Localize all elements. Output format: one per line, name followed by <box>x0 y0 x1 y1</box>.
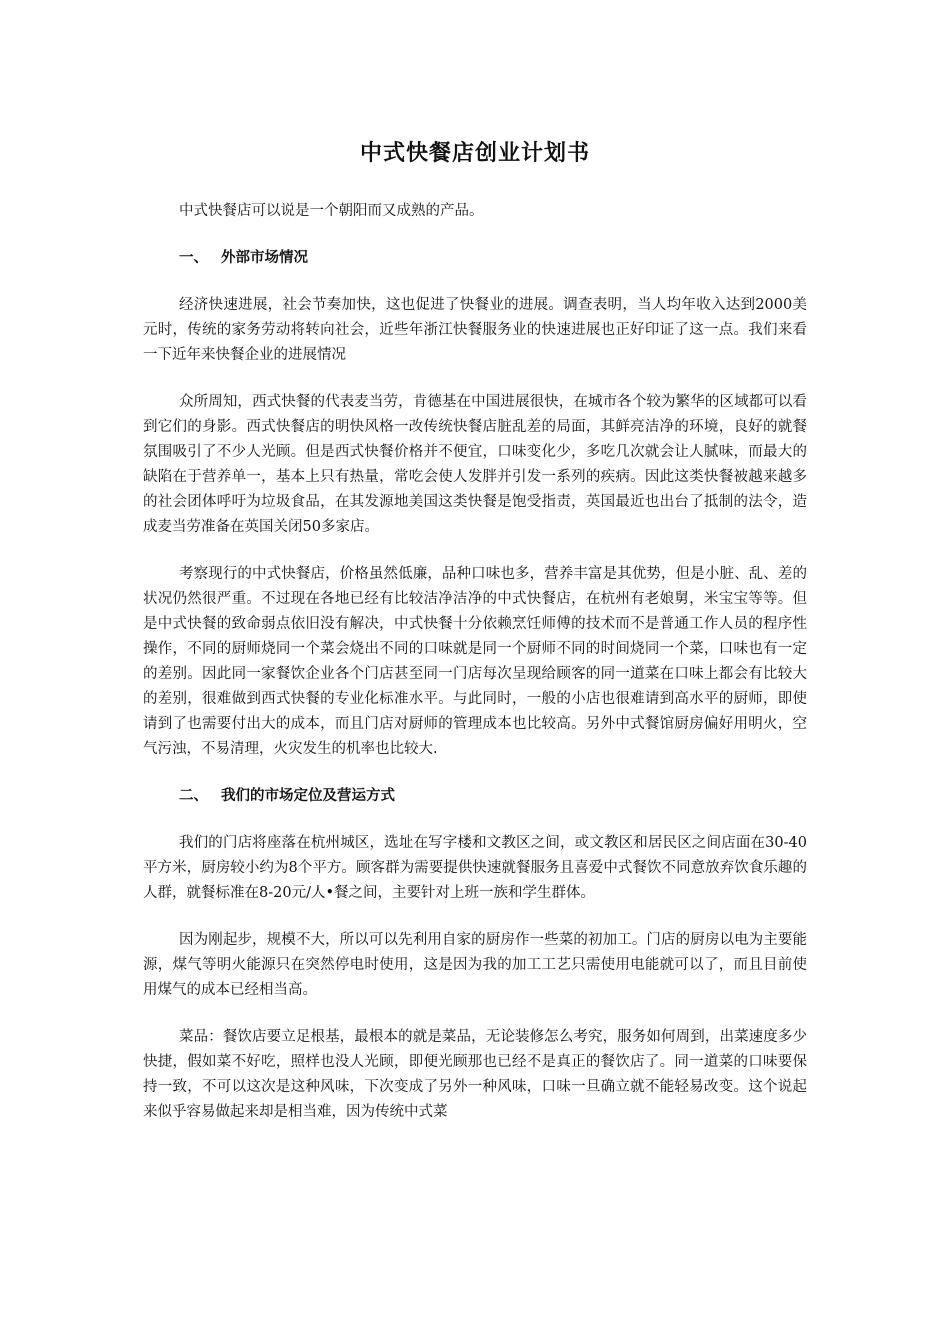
paragraph: 因为刚起步，规模不大，所以可以先利用自家的厨房作一些菜的初加工。门店的厨房以电为主要能源，煤气等明火能源只在突然停电时使用，这是因为我的加工工艺只需使用电能就可以了，而且目前使用煤气的成本已经相当高。 <box>143 932 807 998</box>
paragraph: 考察现行的中式快餐店，价格虽然低廉，品种口味也多，营养丰富是其优势，但是小脏、乱、差的状况仍然很严重。不过现在各地已经有比较洁净洁净的中式快餐店，在杭州有老娘舅，米宝宝等等。但是中式快餐的致命弱点依旧没有解决，中式快餐十分依赖烹饪师傅的技术而不是普通工作人员的程序性操作，不同的厨师烧同一个菜会烧出不同的口味就是同一个厨师不同的时间烧同一个菜，口味也有一定的差别。因此同一家餐饮企业各个门店甚至同一门店每次呈现给顾客的同一道菜在口味上都会有比较大的差别，很难做到西式快餐的专业化标准水平。与此同时，一般的小店也很难请到高水平的厨师，即使请到了也需要付出大的成本，而且门店对厨师的管理成本也比较高。另外中式餐馆厨房偏好用明火，空气污浊，不易清理，火灾发生的机率也比较大. <box>143 566 807 757</box>
paragraph: 经济快速进展，社会节奏加快，这也促进了快餐业的进展。调查表明，当人均年收入达到2000美元时，传统的家务劳动将转向社会，近些年浙江快餐服务业的快速进展也正好印证了这一点。我们来看一下近年来快餐企业的进展情况 <box>143 297 807 363</box>
paragraph: 众所周知，西式快餐的代表麦当劳，肯德基在中国进展很快，在城市各个较为繁华的区域都可以看到它们的身影。西式快餐店的明快风格一改传统快餐店脏乱差的局面，其鲜亮洁净的环境，良好的就餐氛围吸引了不少人光顾。但是西式快餐价格并不便宜，口味变化少，多吃几次就会让人腻味，而最大的缺陷在于营养单一，基本上只有热量，常吃会使人发胖并引发一系列的疾病。因此这类快餐被越来越多的社会团体呼吁为垃圾食品，在其发源地美国这类快餐是饱受指责，英国最近也出台了抵制的法令，造成麦当劳准备在英国关闭50多家店。 <box>143 394 807 535</box>
section-title-1: 外部市场情况 <box>221 250 308 266</box>
document-body <box>143 199 807 1147</box>
intro-paragraph: 中式快餐店可以说是一个朝阳而又成熟的产品。 <box>179 203 484 219</box>
paragraph: 我们的门店将座落在杭州城区，选址在写字楼和文教区之间，或文教区和居民区之间店面在30-40平方米，厨房较小约为8个平方。顾客群为需要提供快速就餐服务且喜爱中式餐饮不同意放弃饮食乐趣的人群，就餐标准在8-20元/人•餐之间，主要针对上班一族和学生群体。 <box>143 835 807 901</box>
paragraph: 菜品：餐饮店要立足根基，最根本的就是菜品，无论装修怎么考究，服务如何周到，出菜速度多少快捷，假如菜不好吃，照样也没人光顾，即便光顾那也已经不是真正的餐饮店了。同一道菜的口味要保持一致，不可以这次是这种风味，下次变成了另外一种风味，口味一旦确立就不能轻易改变。这个说起来似乎容易做起来却是相当难，因为传统中式菜 <box>143 1029 807 1120</box>
section-heading-2 <box>143 784 807 809</box>
section-heading-1 <box>143 246 807 271</box>
section-number-1: 一、 <box>179 250 208 266</box>
section-number-2: 二、 <box>179 788 208 804</box>
section-title-2: 我们的市场定位及营运方式 <box>221 788 395 804</box>
document-title: 中式快餐店创业计划书 <box>359 141 590 166</box>
